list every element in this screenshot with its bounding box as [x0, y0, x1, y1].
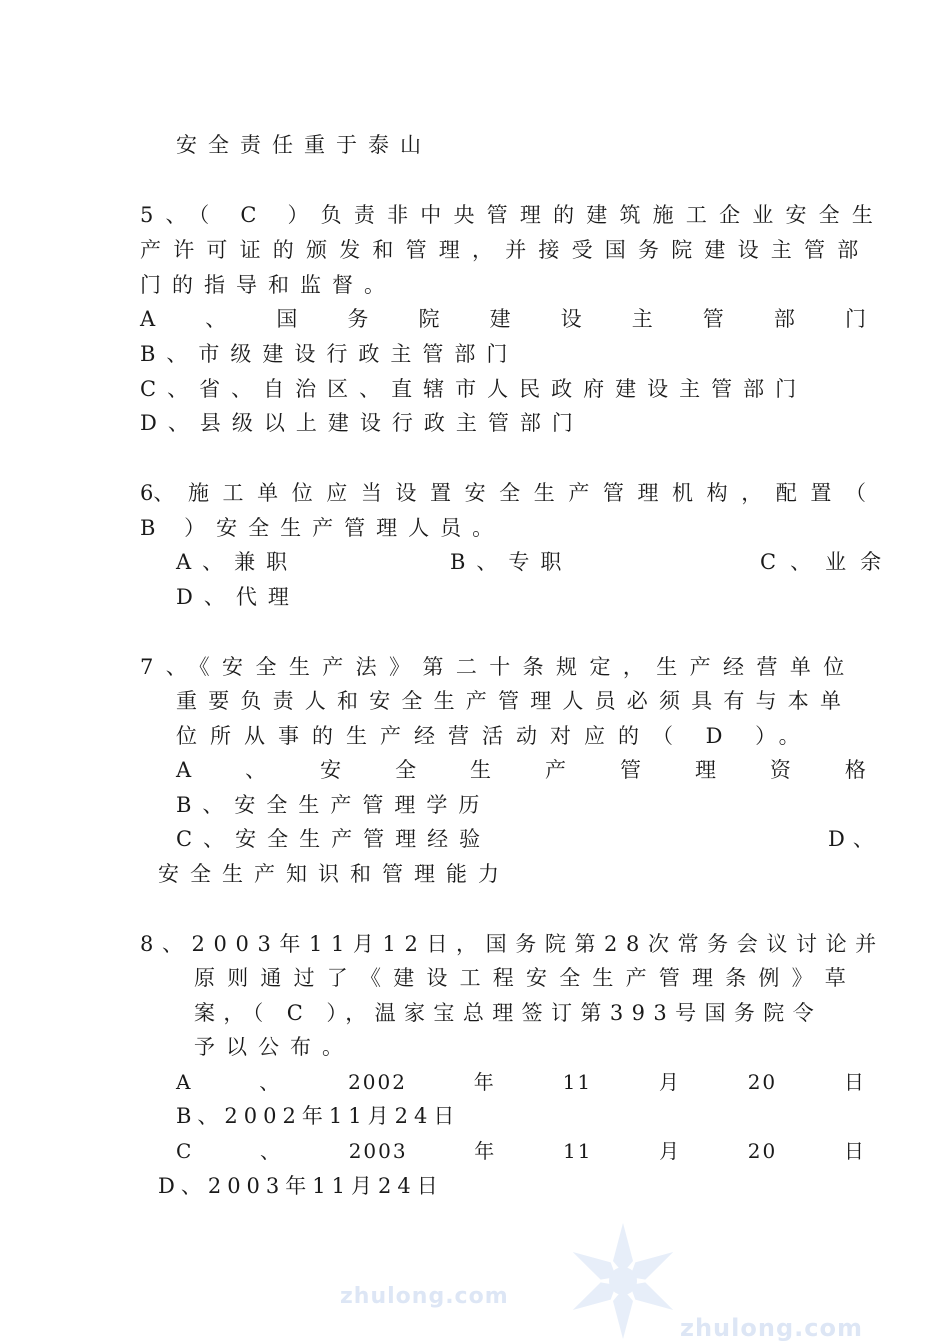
q6-option-c: C、业余	[760, 550, 896, 574]
q7-option-d-label: D、	[828, 827, 882, 851]
q8-line-4: 予以公布。	[194, 1035, 354, 1059]
q6-option-a: A、兼职	[176, 550, 299, 574]
q5-option-c: C、省、自治区、直辖市人民政府建设主管部门	[140, 377, 808, 401]
q7-line-3: 位所从事的生产经营活动对应的（ D ）。	[176, 724, 813, 748]
q6-option-b: B、专职	[450, 550, 573, 574]
q5-option-b: B、市级建设行政主管部门	[140, 342, 519, 366]
q7-line-2: 重要负责人和安全生产管理人员必须具有与本单	[176, 689, 853, 713]
watermark-text-2: zhulong.com	[680, 1314, 863, 1342]
q5-option-d: D、县级以上建设行政主管部门	[140, 411, 584, 435]
q7-option-b: B、安全生产管理学历	[176, 793, 491, 817]
q7-option-d-text: 安全生产知识和管理能力	[158, 862, 510, 886]
q6-line-2: B ）安全生产管理人员。	[140, 516, 505, 540]
q6-line-1: 6、 施 工 单 位 应 当 设 置 安 全 生 产 管 理 机 构 ， 配 置 （	[140, 481, 866, 505]
q8-line-3: 案，（ C ），温家宝总理签订第393号国务院令	[194, 1001, 823, 1025]
q7-option-a: A 、 安 全 生 产 管 理 资 格	[176, 758, 866, 782]
q8-option-b: B、2002年11月24日	[176, 1104, 461, 1128]
watermark-text-1: zhulong.com	[340, 1284, 509, 1309]
q8-line-1: 8、2003年11月12日，国务院第28次常务会议讨论并	[140, 932, 885, 956]
q7-line-1: 7、《安全生产法》第二十条规定，生产经营单位	[140, 655, 857, 679]
q8-option-c: C 、 2003 年 11 月 20 日	[176, 1139, 866, 1163]
q5-line-1: 5、（ C ）负责非中央管理的建筑施工企业安全生	[140, 203, 886, 227]
q8-option-d: D、2003年11月24日	[158, 1174, 444, 1198]
heading: 安全责任重于泰山	[176, 133, 432, 157]
snowflake-watermark-icon	[560, 1218, 686, 1344]
q5-option-a: A 、 国 务 院 建 设 主 管 部 门	[140, 307, 866, 331]
q8-line-2: 原则通过了《建设工程安全生产管理条例》草	[194, 966, 858, 990]
q8-option-a: A 、 2002 年 11 月 20 日	[176, 1070, 866, 1094]
q5-line-3: 门的指导和监督。	[140, 273, 396, 297]
q7-option-c: C、安全生产管理经验	[176, 827, 492, 851]
q5-line-2: 产许可证的颁发和管理，并接受国务院建设主管部	[140, 238, 871, 262]
q6-option-d: D、代理	[176, 585, 300, 609]
